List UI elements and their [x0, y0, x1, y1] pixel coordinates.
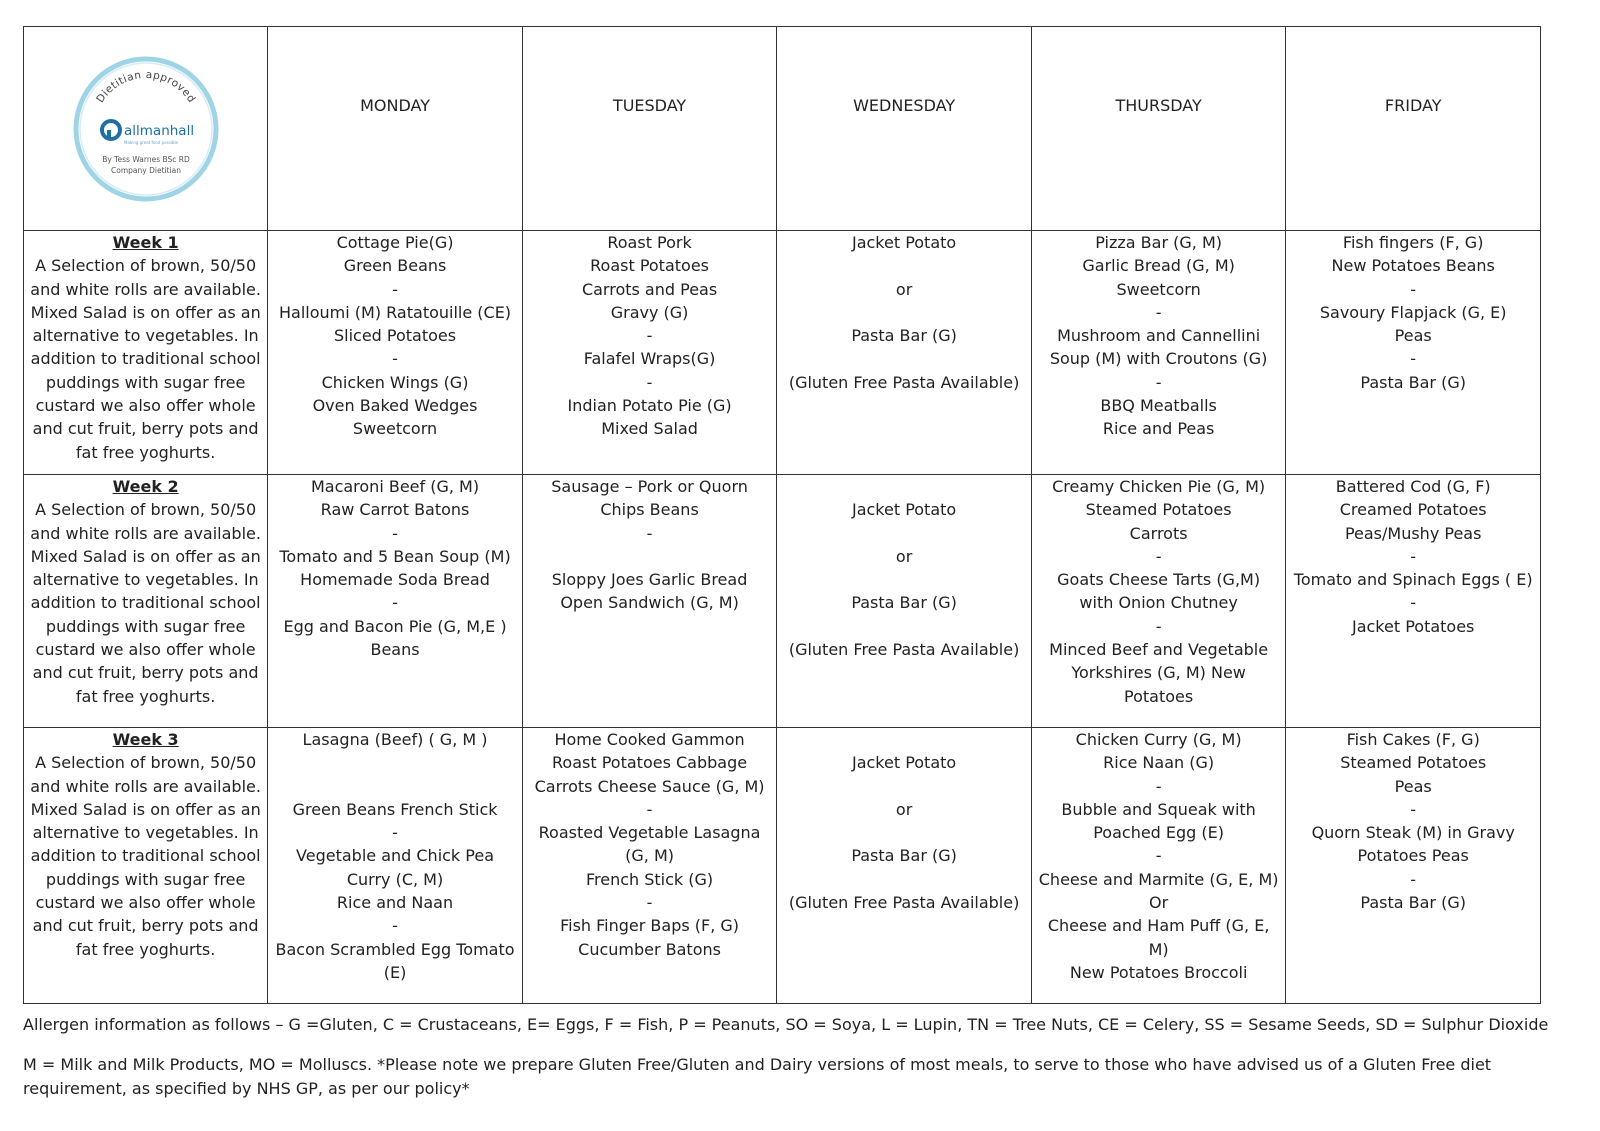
menu-item: Sliced Potatoes — [333, 326, 457, 346]
menu-item: Rice and Naan — [336, 893, 454, 913]
menu-item: Carrots and Peas — [581, 279, 718, 299]
menu-item: Steamed Potatoes — [1340, 753, 1487, 773]
separator: - — [646, 799, 653, 819]
separator: - — [392, 823, 398, 843]
separator: - — [392, 279, 398, 299]
menu-item — [779, 868, 1029, 891]
menu-item: (E) — [383, 962, 407, 982]
separator: - — [1410, 546, 1417, 566]
menu-item: Peas/Mushy Peas — [1344, 523, 1482, 543]
menu-item: BBQ Meatballs — [1100, 396, 1217, 416]
menu-item: Mushroom and Cannellini — [1057, 326, 1261, 346]
menu-cell-thursday — [1031, 231, 1286, 475]
menu-item — [779, 475, 1029, 498]
menu-item: Soup (M) with Croutons (G) — [1049, 349, 1268, 369]
menu-item: Open Sandwich (G, M) — [560, 593, 739, 613]
menu-item: Or — [1149, 893, 1169, 913]
svg-text:Dietitian approved: Dietitian approved — [93, 68, 198, 105]
separator: - — [1410, 799, 1417, 819]
separator: - — [392, 523, 398, 543]
separator: - — [1410, 279, 1417, 299]
menu-item: Goats Cheese Tarts (G,M) — [1057, 570, 1261, 590]
menu-item: Cucumber Batons — [578, 939, 721, 959]
menu-item: Homemade Soda Bread — [300, 570, 490, 590]
menu-item: Savoury Flapjack (G, E) — [1319, 302, 1507, 322]
menu-cell-thursday — [1031, 728, 1286, 1004]
menu-item: Macaroni Beef (G, M) — [310, 477, 480, 496]
separator: - — [392, 916, 398, 936]
dietitian-approved-logo — [71, 54, 221, 204]
menu-item: (Gluten Free Pasta Available) — [788, 372, 1020, 392]
separator: - — [646, 893, 653, 913]
menu-item — [779, 301, 1029, 324]
separator: - — [392, 349, 398, 369]
week-title: Week 1 — [112, 233, 179, 252]
menu-item: (Gluten Free Pasta Available) — [788, 640, 1020, 660]
menu-item: Fish Finger Baps (F, G) — [560, 916, 740, 936]
separator: - — [1155, 302, 1162, 322]
menu-item: or — [895, 279, 913, 299]
menu-item: Quorn Steak (M) in Gravy — [1311, 823, 1515, 843]
menu-item: Gravy (G) — [610, 302, 689, 322]
menu-cell-wednesday — [777, 475, 1032, 728]
menu-item: Yorkshires (G, M) New — [1071, 663, 1246, 683]
menu-item: Mixed Salad — [601, 419, 698, 439]
menu-item: Potatoes Peas — [1357, 846, 1469, 866]
menu-item — [779, 775, 1029, 798]
week-blurb: A Selection of brown, 50/50 and white rolls are available. Mixed Salad is on offer as an alternative to vegetables. In addition to traditional school puddings with sugar free custard we also offer whole and cut fruit, berry pots and fat free yoghurts. — [30, 753, 261, 959]
separator: - — [1155, 776, 1162, 796]
menu-item: or — [895, 546, 913, 566]
brand-tagline: Making great food possible — [123, 139, 178, 145]
menu-item: French Stick (G) — [585, 869, 714, 889]
week-row — [24, 728, 1541, 1004]
menu-item — [779, 821, 1029, 844]
menu-item — [779, 254, 1029, 277]
menu-item: Tomato and 5 Bean Soup (M) — [279, 546, 511, 566]
menu-item: Chicken Wings (G) — [321, 372, 469, 392]
menu-table — [23, 26, 1541, 1004]
menu-item: Cheese and Ham Puff (G, E, — [1047, 916, 1270, 936]
menu-item: Poached Egg (E) — [1093, 823, 1225, 843]
week-blurb: A Selection of brown, 50/50 and white rolls are available. Mixed Salad is on offer as an alternative to vegetables. In addition to traditional school puddings with sugar free custard we also offer whole and cut fruit, berry pots and fat free yoghurts. — [30, 256, 261, 462]
separator: - — [646, 523, 653, 543]
separator: - — [1155, 616, 1162, 636]
menu-item: Steamed Potatoes — [1085, 500, 1232, 520]
day-header-friday: FRIDAY — [1286, 27, 1541, 231]
menu-item — [779, 728, 1029, 751]
menu-item — [270, 775, 520, 798]
menu-item — [270, 751, 520, 774]
menu-item: Pizza Bar (G, M) — [1095, 233, 1222, 252]
menu-item — [779, 568, 1029, 591]
menu-cell-friday — [1286, 728, 1541, 1004]
menu-item — [779, 522, 1029, 545]
menu-item: Battered Cod (G, F) — [1335, 477, 1491, 496]
logo-cell — [24, 27, 268, 231]
menu-item: M) — [1148, 939, 1169, 959]
menu-item: with Onion Chutney — [1079, 593, 1238, 613]
separator: - — [1410, 869, 1417, 889]
menu-item: Rice and Peas — [1102, 419, 1215, 439]
menu-item: Pasta Bar (G) — [851, 326, 957, 346]
separator: - — [646, 326, 653, 346]
menu-item — [779, 615, 1029, 638]
menu-cell-monday — [268, 728, 523, 1004]
menu-item: Green Beans — [343, 256, 447, 276]
menu-item: Jacket Potato — [851, 233, 957, 252]
menu-item: Pasta Bar (G) — [1360, 893, 1466, 913]
logo-role: Company Dietitian — [110, 165, 181, 175]
separator: - — [1410, 593, 1417, 613]
menu-item: Jacket Potato — [851, 500, 957, 520]
menu-item: Pasta Bar (G) — [851, 593, 957, 613]
menu-item: Sweetcorn — [352, 419, 438, 439]
day-header-wednesday: WEDNESDAY — [777, 27, 1032, 231]
menu-item: Halloumi (M) Ratatouille (CE) — [279, 302, 512, 322]
menu-item: Pasta Bar (G) — [1360, 372, 1466, 392]
dietary-note: M = Milk and Milk Products, MO = Molluscs. *Please note we prepare Gluten Free/Gluten and Dairy versions of most meals, to serve to those who have advised us of a Gluten Free diet requirement, as specified by NHS GP, as per our policy* — [23, 1055, 1492, 1098]
menu-item: Chicken Curry (G, M) — [1075, 730, 1242, 749]
menu-item: Fish fingers (F, G) — [1342, 233, 1484, 252]
menu-item: Chips Beans — [600, 500, 699, 520]
menu-item: Roast Potatoes — [590, 256, 709, 276]
week-info-cell — [24, 475, 268, 728]
menu-cell-tuesday — [522, 728, 777, 1004]
separator: - — [1155, 546, 1162, 566]
allergen-info: Allergen information as follows – G =Gluten, C = Crustaceans, E= Eggs, F = Fish, P = Peanuts, SO = Soya, L = Lupin, TN = Tree Nuts, CE = Celery, SS = Sesame Seeds, SD = Sulphur Dioxide — [23, 1015, 1549, 1034]
menu-cell-friday — [1286, 475, 1541, 728]
menu-item: Oven Baked Wedges — [312, 396, 478, 416]
menu-item: Roast Potatoes Cabbage — [552, 753, 748, 773]
menu-item: Carrots — [1129, 523, 1188, 543]
day-header-tuesday: TUESDAY — [522, 27, 777, 231]
week-blurb: A Selection of brown, 50/50 and white rolls are available. Mixed Salad is on offer as an alternative to vegetables. In addition to traditional school puddings with sugar free custard we also offer whole and cut fruit, berry pots and fat free yoghurts. — [30, 500, 261, 706]
menu-item: (Gluten Free Pasta Available) — [788, 893, 1020, 913]
menu-item: Roast Pork — [607, 233, 692, 252]
menu-item: Pasta Bar (G) — [851, 846, 957, 866]
menu-cell-wednesday — [777, 728, 1032, 1004]
menu-item: Garlic Bread (G, M) — [1082, 256, 1235, 276]
separator: - — [1410, 349, 1417, 369]
menu-item: Raw Carrot Batons — [320, 500, 470, 520]
separator: - — [1155, 372, 1162, 392]
menu-item: Tomato and Spinach Eggs ( E) — [1293, 570, 1533, 590]
brand-name: allmanhall — [123, 122, 194, 139]
week-title: Week 2 — [112, 477, 179, 496]
week-title: Week 3 — [112, 730, 179, 749]
menu-cell-friday — [1286, 231, 1541, 475]
menu-item: Beans — [370, 640, 420, 660]
menu-cell-monday — [268, 231, 523, 475]
menu-item: Green Beans French Stick — [292, 799, 498, 819]
menu-item: Sweetcorn — [1116, 279, 1201, 299]
menu-item: Jacket Potatoes — [1351, 616, 1475, 636]
menu-item: or — [895, 799, 913, 819]
separator: - — [1155, 846, 1162, 866]
menu-cell-wednesday — [777, 231, 1032, 475]
menu-item: Minced Beef and Vegetable — [1049, 640, 1269, 660]
menu-item: Creamy Chicken Pie (G, M) — [1052, 477, 1266, 496]
menu-item: Potatoes — [1124, 686, 1194, 706]
menu-item: New Potatoes Beans — [1331, 256, 1495, 276]
menu-item: Bubble and Squeak with — [1061, 799, 1256, 819]
menu-cell-tuesday — [522, 475, 777, 728]
menu-item: Bacon Scrambled Egg Tomato — [275, 939, 515, 959]
menu-item: (G, M) — [625, 846, 674, 866]
logo-author: By Tess Warnes BSc RD — [101, 154, 190, 164]
menu-item: Egg and Bacon Pie (G, M,E ) — [283, 616, 507, 636]
menu-item: Fish Cakes (F, G) — [1346, 730, 1480, 749]
menu-item: Creamed Potatoes — [1339, 500, 1487, 520]
menu-cell-thursday — [1031, 475, 1286, 728]
menu-item: New Potatoes Broccoli — [1069, 962, 1248, 982]
week-row — [24, 475, 1541, 728]
separator: - — [646, 372, 653, 392]
menu-item: Sloppy Joes Garlic Bread — [551, 570, 748, 590]
menu-item: Falafel Wraps(G) — [583, 349, 716, 369]
week-row — [24, 231, 1541, 475]
menu-item: Curry (C, M) — [346, 869, 444, 889]
menu-item — [779, 347, 1029, 370]
week-info-cell — [24, 231, 268, 475]
menu-item: Indian Potato Pie (G) — [567, 396, 732, 416]
menu-cell-monday — [268, 475, 523, 728]
menu-item: Vegetable and Chick Pea — [296, 846, 495, 866]
menu-item — [525, 545, 775, 568]
menu-item: Home Cooked Gammon — [554, 730, 745, 749]
day-header-thursday: THURSDAY — [1031, 27, 1286, 231]
week-info-cell — [24, 728, 268, 1004]
day-header-monday: MONDAY — [268, 27, 523, 231]
menu-item: Sausage – Pork or Quorn — [551, 477, 748, 496]
menu-item: Carrots Cheese Sauce (G, M) — [534, 776, 765, 796]
menu-item: Peas — [1394, 776, 1432, 796]
header-row — [24, 27, 1541, 231]
menu-item: Peas — [1394, 326, 1432, 346]
menu-item: Jacket Potato — [851, 753, 957, 773]
separator: - — [392, 593, 398, 613]
menu-item: Rice Naan (G) — [1103, 753, 1215, 773]
menu-item: Cheese and Marmite (G, E, M) — [1038, 869, 1279, 889]
menu-cell-tuesday — [522, 231, 777, 475]
menu-item: Cottage Pie(G) — [336, 233, 454, 252]
menu-item: Roasted Vegetable Lasagna — [538, 823, 761, 843]
menu-item: Lasagna (Beef) ( G, M ) — [302, 730, 488, 749]
